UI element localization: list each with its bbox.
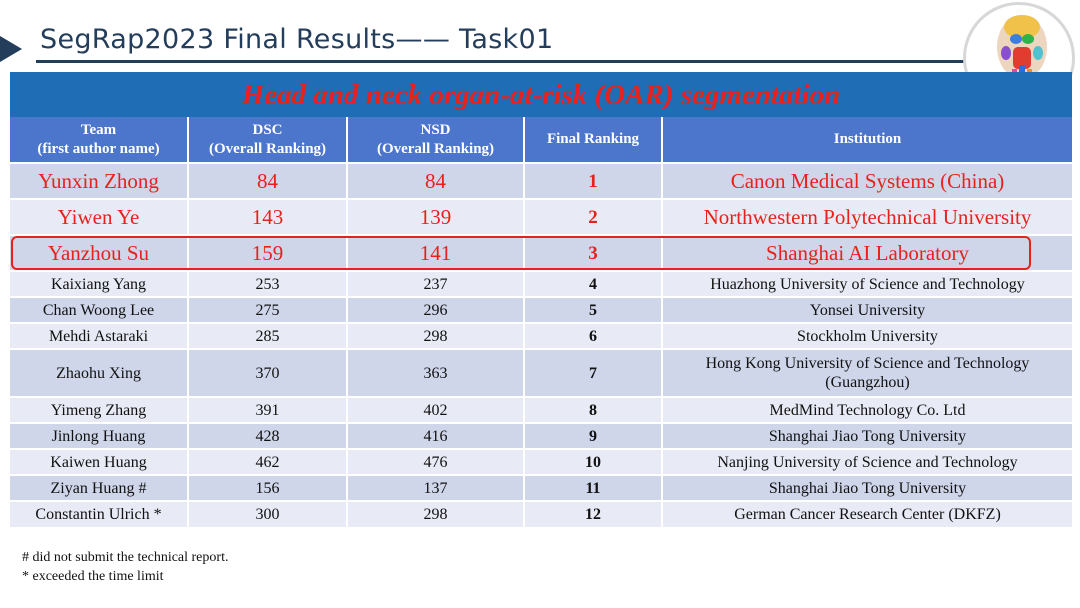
team-cell: Yunxin Zhong [10, 163, 188, 199]
table-row [10, 199, 1072, 235]
table-row [10, 271, 1072, 297]
column-header-institution: Institution [662, 117, 1072, 163]
nsd-cell: 141 [347, 235, 524, 271]
dsc-cell: 253 [188, 271, 347, 297]
team-cell: Ziyan Huang # [10, 475, 188, 501]
table-row [10, 475, 1072, 501]
dsc-cell: 143 [188, 199, 347, 235]
dsc-cell: 156 [188, 475, 347, 501]
nsd-cell: 237 [347, 271, 524, 297]
rank-cell: 5 [524, 297, 662, 323]
institution-cell: Hong Kong University of Science and Technology (Guangzhou) [662, 349, 1072, 397]
column-header-nsd: NSD (Overall Ranking) [347, 117, 524, 163]
dsc-cell: 370 [188, 349, 347, 397]
table-row [10, 323, 1072, 349]
dsc-cell: 428 [188, 423, 347, 449]
table-row [10, 163, 1072, 199]
team-cell: Yiwen Ye [10, 199, 188, 235]
rank-cell: 4 [524, 271, 662, 297]
table-header-row [10, 117, 1072, 163]
rank-cell: 3 [524, 235, 662, 271]
rank-cell: 7 [524, 349, 662, 397]
results-table [10, 117, 1072, 527]
institution-cell: Northwestern Polytechnical University [662, 199, 1072, 235]
footnotes [22, 548, 228, 586]
table-row [10, 349, 1072, 397]
institution-cell: Canon Medical Systems (China) [662, 163, 1072, 199]
rank-cell: 12 [524, 501, 662, 527]
nsd-cell: 416 [347, 423, 524, 449]
rank-cell: 11 [524, 475, 662, 501]
nsd-cell: 137 [347, 475, 524, 501]
institution-cell: Shanghai Jiao Tong University [662, 423, 1072, 449]
title-bar [0, 22, 1080, 64]
institution-cell: Shanghai Jiao Tong University [662, 475, 1072, 501]
institution-cell: Huazhong University of Science and Technology [662, 271, 1072, 297]
team-cell: Kaiwen Huang [10, 449, 188, 475]
nsd-cell: 296 [347, 297, 524, 323]
institution-cell: Shanghai AI Laboratory [662, 235, 1072, 271]
rank-cell: 6 [524, 323, 662, 349]
rank-cell: 9 [524, 423, 662, 449]
team-cell: Constantin Ulrich * [10, 501, 188, 527]
institution-cell: Yonsei University [662, 297, 1072, 323]
team-cell: Chan Woong Lee [10, 297, 188, 323]
nsd-cell: 298 [347, 501, 524, 527]
column-header-team: Team (first author name) [10, 117, 188, 163]
nsd-cell: 139 [347, 199, 524, 235]
nsd-cell: 402 [347, 397, 524, 423]
institution-cell: Stockholm University [662, 323, 1072, 349]
team-cell: Yanzhou Su [10, 235, 188, 271]
table-row [10, 501, 1072, 527]
results-table-container [10, 72, 1072, 527]
team-cell: Jinlong Huang [10, 423, 188, 449]
nsd-cell: 476 [347, 449, 524, 475]
rank-cell: 10 [524, 449, 662, 475]
nsd-cell: 363 [347, 349, 524, 397]
institution-cell: German Cancer Research Center (DKFZ) [662, 501, 1072, 527]
table-row [10, 423, 1072, 449]
dsc-cell: 84 [188, 163, 347, 199]
team-cell: Yimeng Zhang [10, 397, 188, 423]
footnote-hash: # did not submit the technical report. [22, 550, 229, 565]
dsc-cell: 275 [188, 297, 347, 323]
institution-cell: MedMind Technology Co. Ltd [662, 397, 1072, 423]
highlight-box [11, 236, 1031, 270]
table-row [10, 449, 1072, 475]
slide-title: SegRap2023 Final Results—— Task01 [40, 24, 554, 55]
table-caption: Head and neck organ-at-risk (OAR) segmentation [10, 72, 1072, 117]
dsc-cell: 462 [188, 449, 347, 475]
rank-cell: 2 [524, 199, 662, 235]
rank-cell: 8 [524, 397, 662, 423]
team-cell: Kaixiang Yang [10, 271, 188, 297]
team-cell: Zhaohu Xing [10, 349, 188, 397]
title-marker-icon [0, 36, 22, 62]
dsc-cell: 159 [188, 235, 347, 271]
institution-cell: Nanjing University of Science and Technology [662, 449, 1072, 475]
column-header-final-ranking: Final Ranking [524, 117, 662, 163]
nsd-cell: 298 [347, 323, 524, 349]
dsc-cell: 300 [188, 501, 347, 527]
table-row [10, 297, 1072, 323]
team-cell: Mehdi Astaraki [10, 323, 188, 349]
table-row [10, 397, 1072, 423]
footnote-star: * exceeded the time limit [22, 569, 164, 584]
title-underline [36, 60, 1036, 63]
nsd-cell: 84 [347, 163, 524, 199]
rank-cell: 1 [524, 163, 662, 199]
dsc-cell: 285 [188, 323, 347, 349]
dsc-cell: 391 [188, 397, 347, 423]
column-header-dsc: DSC (Overall Ranking) [188, 117, 347, 163]
